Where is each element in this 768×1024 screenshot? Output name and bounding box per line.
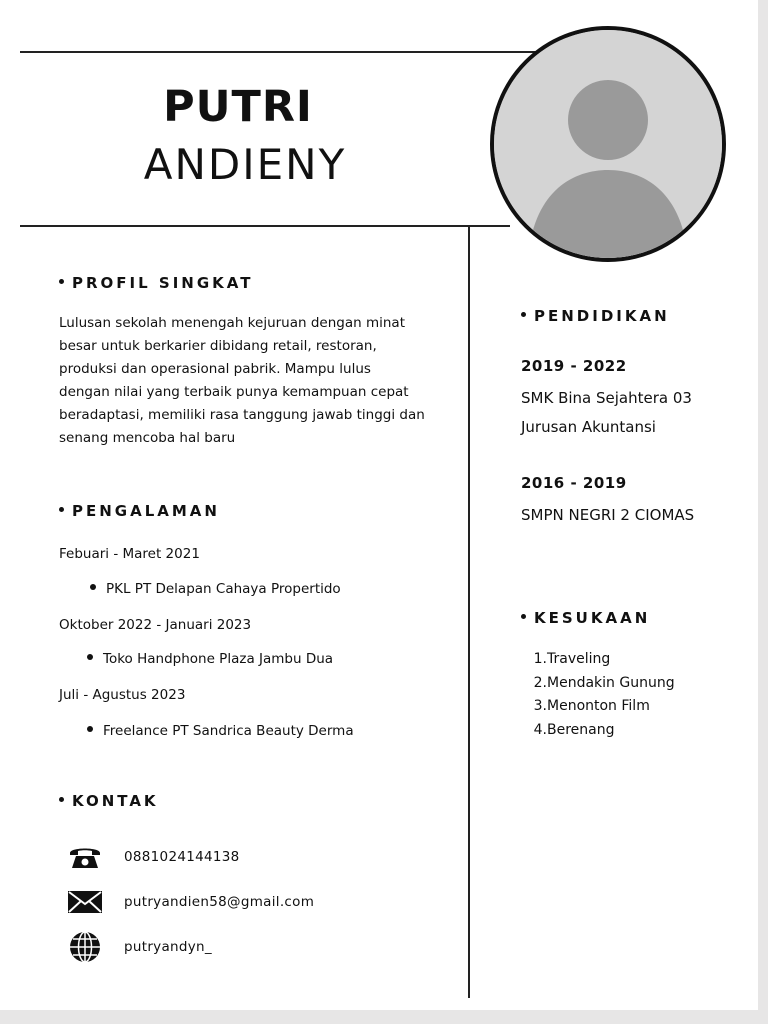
profile-line: senang mencoba hal baru: [59, 430, 236, 446]
contact-email: putryandien58@gmail.com: [124, 894, 315, 910]
contact-email-row: [66, 887, 314, 917]
education-years: 2019 - 2022: [521, 357, 627, 375]
phone-icon: [66, 842, 104, 872]
last-name: ANDIENY: [143, 140, 347, 189]
hobby-label: Menonton Film: [547, 698, 650, 714]
profile-photo: [490, 26, 726, 262]
first-name: PUTRI: [163, 82, 313, 132]
hobby-number: 4.: [533, 722, 547, 738]
experience-item-text: PKL PT Delapan Cahaya Propertido: [106, 581, 341, 597]
education-detail: Jurusan Akuntansi: [521, 418, 656, 436]
experience-title-text: PENGALAMAN: [72, 502, 220, 520]
mail-icon: [66, 887, 104, 917]
hobby-item: [532, 698, 650, 714]
experience-item: [90, 581, 341, 597]
education-school: SMPN NEGRI 2 CIOMAS: [521, 506, 695, 524]
bullet-dot: [59, 797, 64, 802]
bullet-dot: [521, 614, 526, 619]
contact-phone-row: [66, 842, 240, 872]
profile-title-text: PROFIL SINGKAT: [72, 274, 254, 292]
experience-section-title: [59, 502, 220, 520]
contact-social: putryandyn_: [124, 939, 212, 955]
hobby-label: Berenang: [547, 722, 615, 738]
profile-summary: [59, 312, 459, 450]
hobby-number: 3.: [533, 698, 547, 714]
hobby-item: [532, 651, 610, 667]
profile-line: dengan nilai yang terbaik punya kemampuan cepat: [59, 384, 409, 400]
bullet-dot: [59, 279, 64, 284]
hobby-number: 2.: [533, 675, 547, 691]
hobbies-title-text: KESUKAAN: [534, 609, 651, 627]
bullet-dot: [90, 584, 96, 590]
header-top-divider: [20, 51, 540, 53]
contact-phone: 0881024144138: [124, 849, 240, 865]
hobby-item: [532, 722, 615, 738]
header-bottom-divider: [20, 225, 510, 227]
contact-section-title: [59, 792, 159, 810]
education-section-title: [521, 307, 670, 325]
bullet-dot: [87, 654, 93, 660]
hobby-number: 1.: [533, 651, 547, 667]
globe-icon: [66, 932, 104, 962]
hobby-label: Mendakin Gunung: [547, 675, 675, 691]
profile-line: besar untuk berkarier dibidang retail, restoran,: [59, 338, 377, 354]
experience-item: [87, 723, 354, 739]
hobby-item: [532, 675, 675, 691]
photo-placeholder-icon: [494, 30, 722, 258]
contact-social-row: [66, 932, 212, 962]
education-title-text: PENDIDIKAN: [534, 307, 670, 325]
experience-item-text: Toko Handphone Plaza Jambu Dua: [103, 651, 334, 667]
bullet-dot: [87, 726, 93, 732]
bullet-dot: [59, 507, 64, 512]
experience-period: Oktober 2022 - Januari 2023: [59, 617, 252, 633]
experience-period: Juli - Agustus 2023: [59, 687, 186, 703]
experience-period: Febuari - Maret 2021: [59, 546, 200, 562]
bullet-dot: [521, 312, 526, 317]
experience-item: [87, 651, 333, 667]
profile-section-title: [59, 274, 253, 292]
profile-line: produksi dan operasional pabrik. Mampu lulus: [59, 361, 371, 377]
education-school: SMK Bina Sejahtera 03: [521, 389, 692, 407]
education-years: 2016 - 2019: [521, 474, 627, 492]
column-divider: [468, 225, 470, 998]
profile-line: Lulusan sekolah menengah kejuruan dengan minat: [59, 315, 405, 331]
hobbies-section-title: [521, 609, 650, 627]
profile-line: beradaptasi, memiliki rasa tanggung jawab tinggi dan: [59, 407, 425, 423]
contact-title-text: KONTAK: [72, 792, 159, 810]
experience-item-text: Freelance PT Sandrica Beauty Derma: [103, 723, 354, 739]
hobby-label: Traveling: [547, 651, 611, 667]
